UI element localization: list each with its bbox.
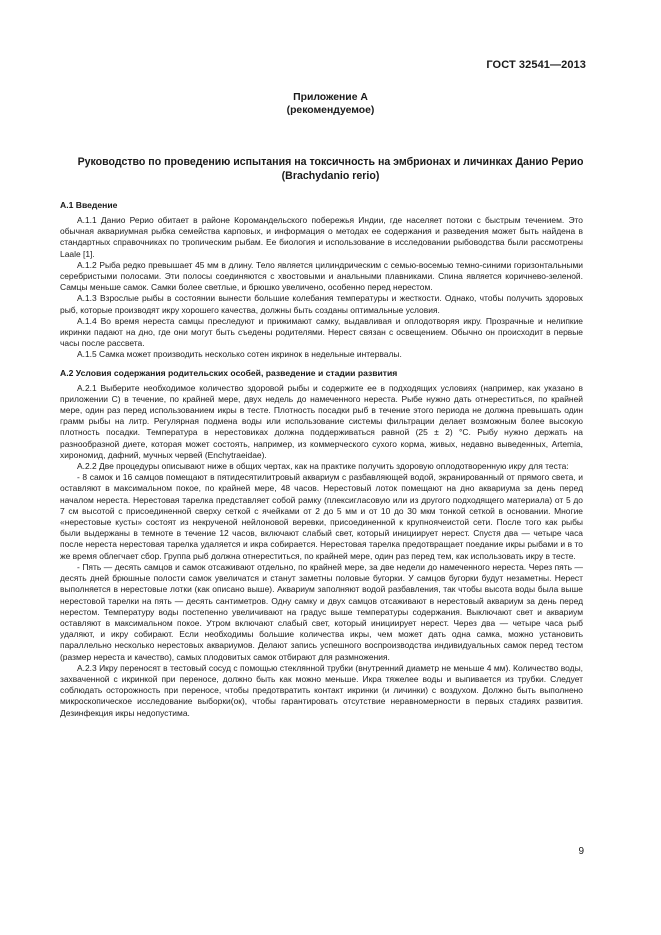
paragraph-a1-3: А.1.3 Взрослые рыбы в состоянии вынести большие колебания температуры и жесткости. Однако, чтобы получить здоровых рыб, которые производят икру хорошего качества, должны быть созданы оптимальные условия.	[60, 293, 583, 315]
annex-heading	[0, 91, 661, 117]
paragraph-a2-1: А.2.1 Выберите необходимое количество здоровой рыбы и содержите ее в подходящих условиях (например, как указано в приложении С) в течение, по крайней мере, двух недель до намеченного нереста. Рыбе нужно дать отнереститься, по крайней мере, один раз перед использованием икры в тесте. Плотность посадки рыб в течение этого периода не должна превышать один грамм рыбы на литр. Регулярная подмена воды или использование системы фильтрации делает возможным более высокую плотность посадки. Температура в нерестовиках должна поддерживаться равной (25 ± 2) °С. Рыбу нужно держать на разнообразной диете, которая может состоять, например, из коммерческого сухого корма, живых, недавно выведенных, Artemia, хирономид, дафний, мучных червей (Enchytraeidae).	[60, 382, 583, 460]
paragraph-a1-1: А.1.1 Данио Рерио обитает в районе Коромандельского побережья Индии, где населяет потоки с быстрым течением. Это обычная аквариумная рыбка семейства карповых, и информация о методах ее содержания и разведения может быть найдена в стандартных справочниках по тропическим рыбам. Ее биология и использование в исследовании рыбоводства были рассмотрены Laale [1].	[60, 215, 583, 259]
paragraph-a1-2: А.1.2 Рыба редко превышает 45 мм в длину. Тело является цилиндрическим с семью-восемью темно-синими горизонтальными серебристыми полосами. Эти полосы соединяются с хвостовыми и анальными плавниками. Спина является коричнево-зеленой. Самцы меньше самок. Самки более светлые, и брюшко увеличено, особенно перед нерестом.	[60, 259, 583, 293]
paragraph-a2-2-procedure-2: - Пять — десять самцов и самок отсаживают отдельно, по крайней мере, за две недели до намеченного нереста. Через пять — десять дней брюшные полости самок увеличатся и станут заметны половые бугорки. У самцов бугорки будут незаметны. Нерест выполняется в нерестовые лотки (как описано выше). Аквариум заполняют водой разбавления, так чтобы высота воды была выше нерестовой тарелки на пять — десять сантиметров. Одну самку и двух самцов отсаживают в нерестовый аквариум за день перед нерестом. Температуру воды постепенно увеличивают на градус выше температуры содержания. Выключают свет и аквариум оставляют в максимальном покое. Утром включают слабый свет, который инициирует нерест. Через два — четыре часа рыб удаляют, и икру собирают. Если необходимы большие количества икры, чем может дать одна самка, можно установить параллельно несколько нерестовых аквариумов. Делают запись успешного воспроизводства индивидуальных самок перед тестом (размер нереста и качество), самых плодовитых самок отбирают для размножения.	[60, 561, 583, 662]
standard-code: ГОСТ 32541—2013	[486, 59, 586, 71]
annex-status: (рекомендуемое)	[286, 105, 375, 116]
section-heading-a1: А.1 Введение	[60, 200, 118, 210]
document-title	[60, 156, 601, 183]
paragraph-a2-2: А.2.2 Две процедуры описывают ниже в общих чертах, как на практике получить здоровую оплодотворенную икру для теста:	[77, 461, 569, 472]
title-line-1: Руководство по проведению испытания на токсичность на эмбрионах и личинках Данио Рерио	[77, 156, 584, 168]
paragraph-a1-4: А.1.4 Во время нереста самцы преследуют и прижимают самку, выдавливая и оплодотворяя икру. Прозрачные и нелипкие икринки падают на дно, где они могут быть съедены родителями. Нерест связан с освещением. Обычно он происходит в первые часы после рассвета.	[60, 315, 583, 349]
document-body	[60, 200, 583, 719]
paragraph-a2-2-procedure-1: - 8 самок и 16 самцов помещают в пятидесятилитровый аквариум с разбавляющей водой, экранированный от прямого света, и оставляют в максимальном покое, по крайней мере, 48 часов. Нерестовый лоток помещают на дно аквариума за день перед началом нереста. Нерестовая тарелка представляет собой рамку (плексигласовую или из другого подходящего материала) от 5 до 7 см высотой с присоединенной сверху сеткой с ячейками от 2 до 5 мм и от 10 до 30 мкм тонкой сеткой в основании. Многие «нерестовые кусты» состоят из некрученой нейлоновой веревки, присоединенной к крупноячеистой сети. После того как рыбы были выдержаны в темноте в течение 12 часов, включают слабый свет, который инициирует нерест. Спустя два — четыре часа после нереста нерестовая тарелка удаляется и икра собирается. Нерестовая тарелка предотвращает поедание икры рыбами и в то же время облегчает сбор. Группа рыб должна отнереститься, по крайней мере, один раз перед тем, как использовать икру в тесте.	[60, 472, 583, 561]
annex-label: Приложение А	[293, 92, 368, 103]
paragraph-a1-5: А.1.5 Самка может производить несколько сотен икринок в недельные интервалы.	[77, 349, 402, 360]
page-number: 9	[578, 846, 584, 857]
title-line-2: (Brachydanio rerio)	[281, 169, 380, 182]
paragraph-a2-3: А.2.3 Икру переносят в тестовый сосуд с помощью стеклянной трубки (внутренний диаметр не меньше 4 мм). Количество воды, захваченной с икринкой при переносе, должно быть как можно меньше. Икра тяжелее воды и выпивается из трубки. Следует соблюдать осторожность при переносе, чтобы предотвратить контакт икринки (и личинки) с воздухом. Должно быть выполнено микроскопическое исследование выборки(ок), чтобы гарантировать отсутствие неравномерности в первых стадиях развития. Дезинфекция икры недопустима.	[60, 662, 583, 718]
section-heading-a2: А.2 Условия содержания родительских особей, разведение и стадии развития	[60, 367, 398, 378]
